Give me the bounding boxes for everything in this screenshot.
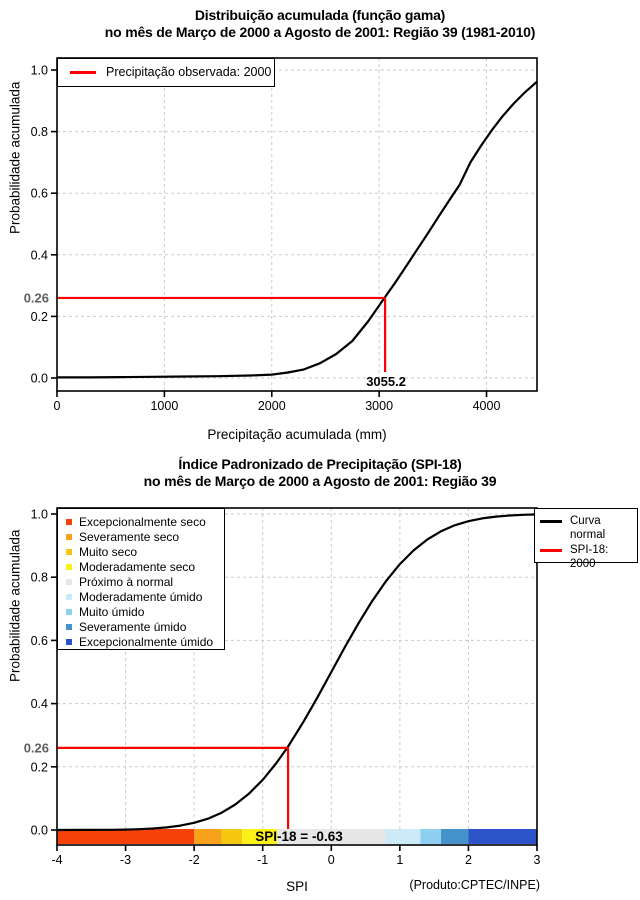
category-color-swatch (66, 534, 72, 540)
highlight-probability-label: 0.26 (23, 290, 49, 306)
category-color-swatch (66, 549, 72, 555)
x-tick-label: 4000 (472, 399, 501, 413)
category-color-swatch (66, 564, 72, 570)
chart1-subtitle: no mês de Março de 2000 a Agosto de 2001: Região 39 (1981-2010) (104, 24, 536, 40)
category-label: Muito úmido (79, 605, 145, 620)
spi-colorbar-segment (222, 829, 243, 844)
highlight-probability-label: 0.26 (23, 740, 49, 756)
category-color-swatch (66, 519, 72, 525)
category-color-swatch (66, 624, 72, 630)
spi-category-item (58, 529, 224, 544)
x-tick-label: 3 (533, 853, 541, 867)
spi-category-item (58, 544, 224, 559)
x-tick-label: -2 (188, 853, 200, 867)
y-tick-label: 0.6 (30, 186, 48, 201)
y-tick-label: 0.8 (30, 125, 48, 140)
category-color-swatch (66, 594, 72, 600)
curve-legend-item (535, 544, 637, 571)
chart2-y-axis-label: Probabilidade acumulada (7, 529, 23, 682)
legend-item-label: Precipitação observada: 2000 (106, 65, 272, 79)
spi-category-item (58, 605, 224, 620)
category-label: Excepcionalmente seco (79, 514, 206, 529)
category-label: Severamente seco (79, 529, 180, 544)
y-tick-label: 0.4 (30, 248, 48, 263)
chart2-curve-legend (534, 508, 638, 570)
category-label: Muito seco (79, 544, 138, 559)
y-tick-label: 0.2 (30, 309, 48, 324)
curve-line-swatch (540, 549, 562, 552)
category-label: Moderadamente seco (79, 559, 196, 574)
x-tick-label: 3000 (365, 399, 394, 413)
curve-legend-label: Curva normal (570, 515, 606, 541)
y-tick-label: 1.0 (30, 507, 48, 522)
spi-category-item (58, 514, 224, 529)
plot-border (57, 58, 537, 391)
spi-colorbar-segment (57, 829, 194, 844)
chart1-y-axis-label: Probabilidade acumulada (7, 81, 23, 234)
category-label: Severamente úmido (79, 620, 187, 635)
spi-value-label: SPI-18 = -0.63 (255, 829, 343, 844)
y-tick-label: 0.6 (30, 633, 48, 648)
x-tick-label: 1000 (150, 399, 179, 413)
red-line-swatch (70, 71, 96, 74)
y-tick-label: 0.2 (30, 760, 48, 775)
category-color-swatch (66, 579, 72, 585)
spi-category-item (58, 635, 224, 650)
x-tick-label: 2 (464, 853, 472, 867)
category-label: Moderadamente úmido (79, 590, 203, 605)
spi-colorbar-segment (441, 829, 468, 844)
x-tick-label: -1 (257, 853, 269, 867)
category-label: Excepcionalmente úmido (79, 635, 214, 650)
legend-item (58, 59, 274, 85)
chart2-subtitle: no mês de Março de 2000 a Agosto de 2001: Região 39 (143, 473, 497, 489)
curve-line-swatch (540, 520, 562, 523)
category-color-swatch (66, 609, 72, 615)
curve-legend-item (535, 515, 637, 542)
x-tick-label: 2000 (257, 399, 286, 413)
chart2-title: Índice Padronizado de Precipitação (SPI-18) (178, 456, 462, 472)
spi-category-item (58, 574, 224, 589)
spi-category-item (58, 559, 224, 574)
chart2-category-legend (57, 508, 225, 650)
category-label: Próximo à normal (79, 574, 174, 589)
x-tick-label: 0 (53, 399, 61, 413)
x-tick-label: -4 (51, 853, 63, 867)
distribuicao-gama-acumulada-curve (57, 82, 537, 378)
chart2-x-axis-label: SPI (286, 879, 308, 894)
chart2-credit: (Produto:CPTEC/INPE) (409, 878, 540, 892)
spi-category-item (58, 620, 224, 635)
category-color-swatch (66, 639, 72, 645)
chart1-legend (57, 58, 275, 87)
x-tick-label: 0 (327, 853, 335, 867)
spi-colorbar-segment (420, 829, 441, 844)
chart1-x-axis-label: Precipitação acumulada (mm) (207, 427, 387, 442)
precipitation-value-label: 3055.2 (366, 374, 406, 389)
chart1-title: Distribuição acumulada (função gama) (194, 7, 446, 23)
y-tick-label: 1.0 (30, 63, 48, 78)
y-tick-label: 0.0 (30, 371, 48, 386)
spi-colorbar-segment (468, 829, 537, 844)
spi-colorbar-segment (385, 829, 420, 844)
y-tick-label: 0.0 (30, 823, 48, 838)
y-tick-label: 0.8 (30, 570, 48, 585)
curve-legend-label: SPI-18: 2000 (570, 544, 609, 570)
y-tick-label: 0.4 (30, 697, 48, 712)
spi-category-item (58, 589, 224, 604)
x-tick-label: -3 (120, 853, 132, 867)
spi-colorbar-segment (194, 829, 221, 844)
x-tick-label: 1 (396, 853, 404, 867)
